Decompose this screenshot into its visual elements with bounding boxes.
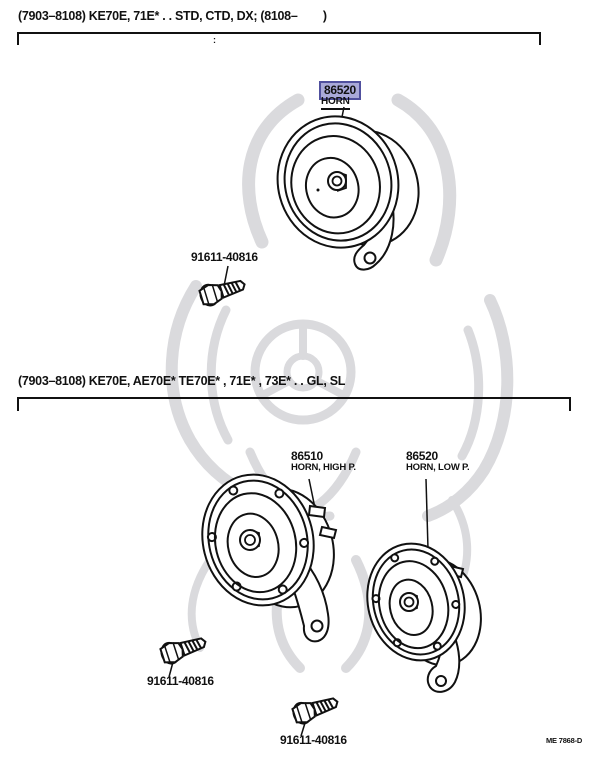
drawing-code: ME 7868-D xyxy=(546,736,583,745)
horn-86520-low-illustration xyxy=(355,479,492,692)
part-name-horn-top: HORN xyxy=(321,97,350,110)
part-number-86510[interactable]: 86510 xyxy=(291,449,323,463)
part-number-91611-top[interactable]: 91611-40816 xyxy=(191,250,258,264)
part-number-86520-low[interactable]: 86520 xyxy=(406,449,438,463)
part-name-horn-low: HORN, LOW P. xyxy=(406,462,470,473)
bolt-91611-left-illustration xyxy=(159,632,209,677)
section1-header: (7903–8108) KE70E, 71E* . . STD, CTD, DX; (8108– ) xyxy=(18,9,327,23)
section2-header: (7903–8108) KE70E, AE70E* TE70E* , 71E* , 73E* . . GL, SL xyxy=(18,374,346,388)
part-number-91611-bottom[interactable]: 91611-40816 xyxy=(280,733,347,747)
bolt-91611-top-illustration xyxy=(198,266,248,308)
part-name-horn-high: HORN, HIGH P. xyxy=(291,462,356,473)
scan-artifact-colon: : xyxy=(213,35,216,45)
horn-86510-illustration xyxy=(189,463,347,642)
horn-86520-top-illustration xyxy=(263,103,431,270)
section1-bracket xyxy=(18,33,540,45)
part-number-91611-left[interactable]: 91611-40816 xyxy=(147,674,214,688)
section2-bracket xyxy=(18,398,570,411)
part-number-86520-top[interactable]: 86520 xyxy=(319,81,361,100)
bolt-91611-bottom-illustration xyxy=(291,692,341,736)
